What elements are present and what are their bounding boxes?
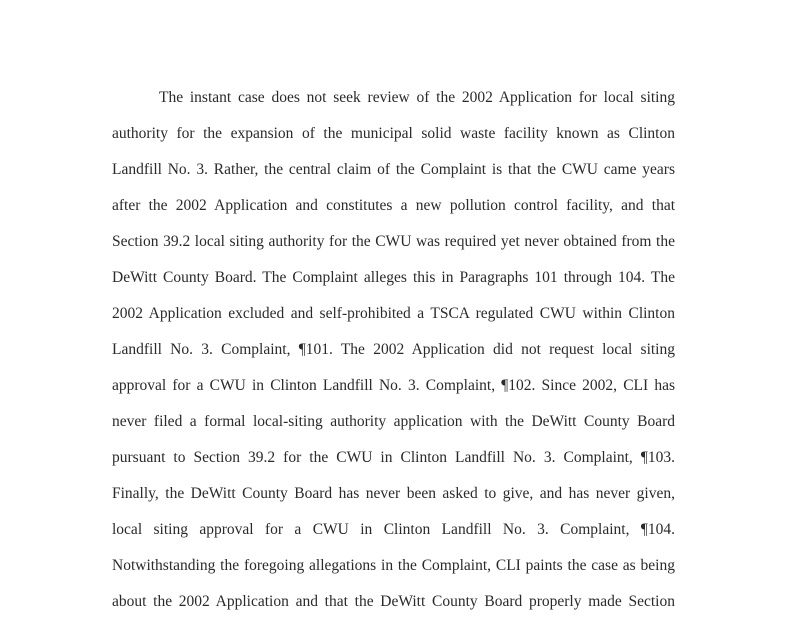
paragraph-line-2: authority for the expansion of the municipal solid waste facility known as Clinton — [112, 125, 675, 142]
paragraph-line-3: Landfill No. 3. Rather, the central claim of the Complaint is that the CWU came years — [112, 161, 675, 178]
paragraph-line-11: pursuant to Section 39.2 for the CWU in Clinton Landfill No. 3. Complaint, ¶103. — [112, 449, 675, 466]
paragraph-line-9: approval for a CWU in Clinton Landfill No. 3. Complaint, ¶102. Since 2002, CLI has — [112, 377, 675, 394]
paragraph-line-4: after the 2002 Application and constitutes a new pollution control facility, and that — [112, 197, 675, 214]
paragraph-line-6: DeWitt County Board. The Complaint alleges this in Paragraphs 101 through 104. The — [112, 269, 675, 286]
paragraph-line-14: Notwithstanding the foregoing allegations in the Complaint, CLI paints the case as being — [112, 557, 675, 574]
paragraph-line-12: Finally, the DeWitt County Board has never been asked to give, and has never given, — [112, 485, 675, 502]
paragraph-line-8: Landfill No. 3. Complaint, ¶101. The 2002 Application did not request local siting — [112, 341, 675, 358]
paragraph-line-13: local siting approval for a CWU in Clinton Landfill No. 3. Complaint, ¶104. — [112, 521, 675, 538]
paragraph-line-15: about the 2002 Application and that the DeWitt County Board properly made Section — [112, 593, 675, 610]
paragraph-line-7: 2002 Application excluded and self-prohibited a TSCA regulated CWU within Clinton — [112, 305, 675, 322]
paragraph-line-1: The instant case does not seek review of the 2002 Application for local siting — [159, 89, 675, 106]
paragraph-line-10: never filed a formal local-siting authority application with the DeWitt County Board — [112, 413, 675, 430]
paragraph-line-5: Section 39.2 local siting authority for the CWU was required yet never obtained from the — [112, 233, 675, 250]
